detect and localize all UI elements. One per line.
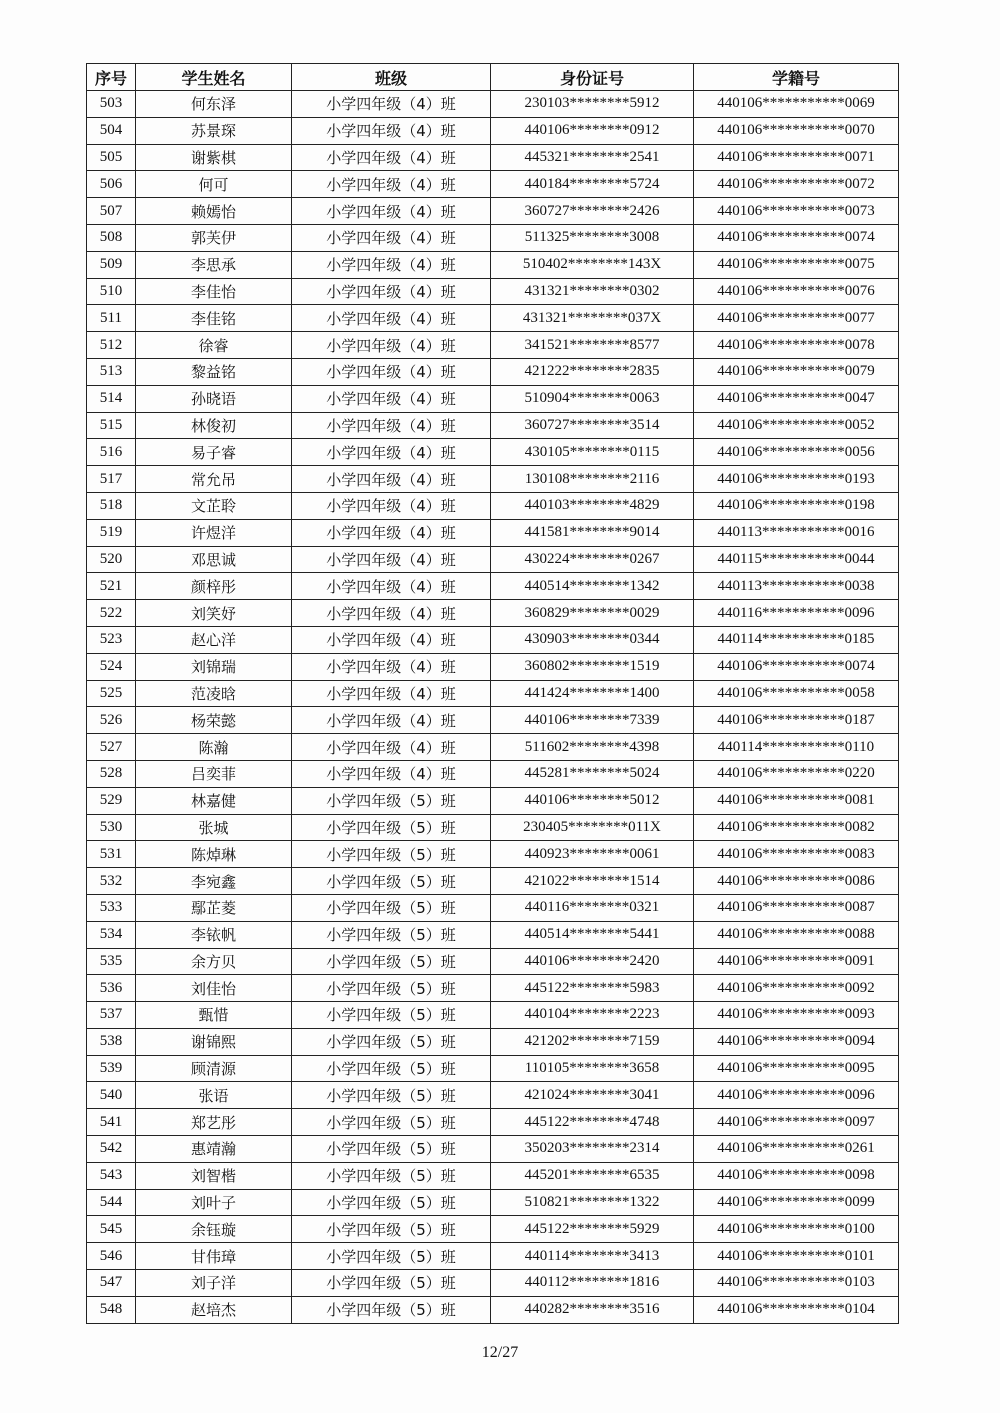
cell-id-number: 440116********0321 <box>491 894 694 921</box>
cell-seq: 505 <box>87 144 136 171</box>
cell-seq: 509 <box>87 251 136 278</box>
cell-id-number: 360727********2426 <box>491 198 694 225</box>
cell-class: 小学四年级（4）班 <box>292 278 491 305</box>
cell-student-name: 林俊初 <box>136 412 292 439</box>
cell-seq: 536 <box>87 975 136 1002</box>
cell-registration-number: 440106***********0086 <box>694 868 899 895</box>
cell-id-number: 445122********5929 <box>491 1216 694 1243</box>
cell-registration-number: 440106***********0193 <box>694 466 899 493</box>
cell-student-name: 李佳铭 <box>136 305 292 332</box>
table-row <box>87 1109 899 1136</box>
table-row <box>87 251 899 278</box>
cell-registration-number: 440106***********0083 <box>694 841 899 868</box>
cell-student-name: 吕奕菲 <box>136 760 292 787</box>
table-row <box>87 1055 899 1082</box>
cell-class: 小学四年级（4）班 <box>292 358 491 385</box>
cell-class: 小学四年级（4）班 <box>292 760 491 787</box>
cell-class: 小学四年级（4）班 <box>292 171 491 198</box>
cell-id-number: 230103********5912 <box>491 91 694 118</box>
cell-seq: 514 <box>87 385 136 412</box>
cell-id-number: 440114********3413 <box>491 1243 694 1270</box>
cell-id-number: 510821********1322 <box>491 1189 694 1216</box>
table-row <box>87 1162 899 1189</box>
cell-registration-number: 440106***********0104 <box>694 1296 899 1323</box>
cell-seq: 523 <box>87 626 136 653</box>
cell-registration-number: 440106***********0078 <box>694 332 899 359</box>
cell-registration-number: 440106***********0071 <box>694 144 899 171</box>
table-row <box>87 680 899 707</box>
cell-seq: 520 <box>87 546 136 573</box>
cell-registration-number: 440106***********0101 <box>694 1243 899 1270</box>
cell-seq: 544 <box>87 1189 136 1216</box>
table-row <box>87 278 899 305</box>
cell-student-name: 惠靖瀚 <box>136 1136 292 1163</box>
table-row <box>87 1002 899 1029</box>
table-row <box>87 948 899 975</box>
table-row <box>87 224 899 251</box>
cell-class: 小学四年级（5）班 <box>292 1162 491 1189</box>
table-row <box>87 466 899 493</box>
cell-class: 小学四年级（5）班 <box>292 868 491 895</box>
cell-class: 小学四年级（4）班 <box>292 224 491 251</box>
cell-student-name: 陈焯琳 <box>136 841 292 868</box>
table-row <box>87 1082 899 1109</box>
cell-class: 小学四年级（5）班 <box>292 1189 491 1216</box>
cell-seq: 522 <box>87 600 136 627</box>
cell-seq: 507 <box>87 198 136 225</box>
cell-seq: 518 <box>87 492 136 519</box>
cell-registration-number: 440113***********0038 <box>694 573 899 600</box>
cell-class: 小学四年级（5）班 <box>292 1002 491 1029</box>
table-header-row <box>87 64 899 91</box>
cell-id-number: 440514********5441 <box>491 921 694 948</box>
cell-id-number: 511602********4398 <box>491 734 694 761</box>
cell-class: 小学四年级（4）班 <box>292 251 491 278</box>
table-row <box>87 1136 899 1163</box>
cell-seq: 546 <box>87 1243 136 1270</box>
table-row <box>87 439 899 466</box>
cell-id-number: 430224********0267 <box>491 546 694 573</box>
cell-seq: 528 <box>87 760 136 787</box>
table-row <box>87 814 899 841</box>
cell-student-name: 许煜洋 <box>136 519 292 546</box>
table-row <box>87 412 899 439</box>
cell-class: 小学四年级（5）班 <box>292 1028 491 1055</box>
cell-student-name: 徐睿 <box>136 332 292 359</box>
cell-seq: 532 <box>87 868 136 895</box>
cell-student-name: 刘叶子 <box>136 1189 292 1216</box>
table-row <box>87 841 899 868</box>
cell-class: 小学四年级（4）班 <box>292 198 491 225</box>
cell-id-number: 440282********3516 <box>491 1296 694 1323</box>
cell-student-name: 刘智楷 <box>136 1162 292 1189</box>
cell-class: 小学四年级（4）班 <box>292 492 491 519</box>
table-row <box>87 385 899 412</box>
table-row <box>87 653 899 680</box>
table-row <box>87 921 899 948</box>
cell-student-name: 林嘉健 <box>136 787 292 814</box>
cell-student-name: 郑艺彤 <box>136 1109 292 1136</box>
cell-id-number: 440106********0912 <box>491 117 694 144</box>
cell-class: 小学四年级（5）班 <box>292 921 491 948</box>
cell-seq: 542 <box>87 1136 136 1163</box>
cell-student-name: 陈瀚 <box>136 734 292 761</box>
cell-class: 小学四年级（4）班 <box>292 573 491 600</box>
cell-class: 小学四年级（4）班 <box>292 546 491 573</box>
table-row <box>87 332 899 359</box>
table-row <box>87 144 899 171</box>
cell-registration-number: 440115***********0044 <box>694 546 899 573</box>
cell-student-name: 赖嫣怡 <box>136 198 292 225</box>
cell-student-name: 张城 <box>136 814 292 841</box>
cell-id-number: 421022********1514 <box>491 868 694 895</box>
cell-registration-number: 440106***********0079 <box>694 358 899 385</box>
cell-seq: 510 <box>87 278 136 305</box>
cell-student-name: 李思承 <box>136 251 292 278</box>
cell-seq: 512 <box>87 332 136 359</box>
cell-registration-number: 440106***********0097 <box>694 1109 899 1136</box>
cell-student-name: 刘锦瑞 <box>136 653 292 680</box>
header-id-number: 身份证号 <box>491 64 694 91</box>
cell-id-number: 445122********4748 <box>491 1109 694 1136</box>
cell-seq: 506 <box>87 171 136 198</box>
cell-registration-number: 440106***********0069 <box>694 91 899 118</box>
cell-class: 小学四年级（4）班 <box>292 305 491 332</box>
cell-id-number: 360802********1519 <box>491 653 694 680</box>
cell-class: 小学四年级（5）班 <box>292 1296 491 1323</box>
table-row <box>87 600 899 627</box>
cell-registration-number: 440106***********0093 <box>694 1002 899 1029</box>
cell-student-name: 邓思诚 <box>136 546 292 573</box>
cell-id-number: 440106********5012 <box>491 787 694 814</box>
cell-student-name: 谢锦熙 <box>136 1028 292 1055</box>
cell-seq: 538 <box>87 1028 136 1055</box>
cell-id-number: 440106********2420 <box>491 948 694 975</box>
cell-id-number: 440106********7339 <box>491 707 694 734</box>
cell-seq: 513 <box>87 358 136 385</box>
cell-id-number: 360727********3514 <box>491 412 694 439</box>
header-student-name: 学生姓名 <box>136 64 292 91</box>
cell-class: 小学四年级（5）班 <box>292 1243 491 1270</box>
cell-registration-number: 440113***********0016 <box>694 519 899 546</box>
cell-student-name: 赵心洋 <box>136 626 292 653</box>
cell-student-name: 孙晓语 <box>136 385 292 412</box>
cell-class: 小学四年级（5）班 <box>292 1082 491 1109</box>
cell-student-name: 杨荣懿 <box>136 707 292 734</box>
cell-registration-number: 440106***********0099 <box>694 1189 899 1216</box>
cell-seq: 511 <box>87 305 136 332</box>
cell-id-number: 430105********0115 <box>491 439 694 466</box>
cell-seq: 531 <box>87 841 136 868</box>
cell-class: 小学四年级（5）班 <box>292 814 491 841</box>
cell-id-number: 441424********1400 <box>491 680 694 707</box>
cell-id-number: 445201********6535 <box>491 1162 694 1189</box>
table-row <box>87 1243 899 1270</box>
cell-seq: 547 <box>87 1270 136 1297</box>
table-row <box>87 573 899 600</box>
cell-student-name: 范凌晗 <box>136 680 292 707</box>
cell-id-number: 341521********8577 <box>491 332 694 359</box>
cell-seq: 515 <box>87 412 136 439</box>
cell-registration-number: 440106***********0081 <box>694 787 899 814</box>
cell-student-name: 何东泽 <box>136 91 292 118</box>
cell-registration-number: 440106***********0052 <box>694 412 899 439</box>
cell-seq: 535 <box>87 948 136 975</box>
table-row <box>87 519 899 546</box>
cell-class: 小学四年级（4）班 <box>292 332 491 359</box>
header-seq: 序号 <box>87 64 136 91</box>
cell-id-number: 510402********143X <box>491 251 694 278</box>
table-row <box>87 305 899 332</box>
cell-registration-number: 440106***********0087 <box>694 894 899 921</box>
table-row <box>87 1296 899 1323</box>
cell-registration-number: 440106***********0098 <box>694 1162 899 1189</box>
cell-registration-number: 440106***********0075 <box>694 251 899 278</box>
cell-class: 小学四年级（5）班 <box>292 1109 491 1136</box>
cell-registration-number: 440106***********0073 <box>694 198 899 225</box>
cell-registration-number: 440106***********0100 <box>694 1216 899 1243</box>
cell-class: 小学四年级（4）班 <box>292 412 491 439</box>
cell-id-number: 440103********4829 <box>491 492 694 519</box>
cell-seq: 530 <box>87 814 136 841</box>
cell-student-name: 赵培杰 <box>136 1296 292 1323</box>
table-row <box>87 1270 899 1297</box>
cell-class: 小学四年级（4）班 <box>292 144 491 171</box>
cell-registration-number: 440116***********0096 <box>694 600 899 627</box>
cell-class: 小学四年级（4）班 <box>292 439 491 466</box>
cell-id-number: 511325********3008 <box>491 224 694 251</box>
cell-class: 小学四年级（5）班 <box>292 787 491 814</box>
cell-id-number: 130108********2116 <box>491 466 694 493</box>
cell-id-number: 440112********1816 <box>491 1270 694 1297</box>
header-class: 班级 <box>292 64 491 91</box>
cell-student-name: 苏景琛 <box>136 117 292 144</box>
table-row <box>87 894 899 921</box>
cell-seq: 527 <box>87 734 136 761</box>
cell-seq: 503 <box>87 91 136 118</box>
cell-student-name: 李宛鑫 <box>136 868 292 895</box>
cell-seq: 533 <box>87 894 136 921</box>
cell-registration-number: 440106***********0092 <box>694 975 899 1002</box>
cell-id-number: 421222********2835 <box>491 358 694 385</box>
cell-student-name: 顾清源 <box>136 1055 292 1082</box>
cell-student-name: 文芷聆 <box>136 492 292 519</box>
cell-student-name: 鄢芷菱 <box>136 894 292 921</box>
table-row <box>87 734 899 761</box>
cell-seq: 545 <box>87 1216 136 1243</box>
cell-class: 小学四年级（4）班 <box>292 734 491 761</box>
cell-class: 小学四年级（4）班 <box>292 707 491 734</box>
cell-class: 小学四年级（5）班 <box>292 1055 491 1082</box>
cell-seq: 540 <box>87 1082 136 1109</box>
cell-student-name: 易子睿 <box>136 439 292 466</box>
cell-id-number: 445321********2541 <box>491 144 694 171</box>
table-row <box>87 868 899 895</box>
cell-class: 小学四年级（4）班 <box>292 466 491 493</box>
table-row <box>87 975 899 1002</box>
cell-seq: 516 <box>87 439 136 466</box>
cell-seq: 534 <box>87 921 136 948</box>
cell-registration-number: 440106***********0074 <box>694 224 899 251</box>
cell-registration-number: 440114***********0185 <box>694 626 899 653</box>
cell-registration-number: 440106***********0056 <box>694 439 899 466</box>
cell-id-number: 110105********3658 <box>491 1055 694 1082</box>
cell-class: 小学四年级（4）班 <box>292 519 491 546</box>
cell-registration-number: 440106***********0076 <box>694 278 899 305</box>
cell-registration-number: 440106***********0077 <box>694 305 899 332</box>
cell-student-name: 刘子洋 <box>136 1270 292 1297</box>
cell-seq: 519 <box>87 519 136 546</box>
cell-seq: 541 <box>87 1109 136 1136</box>
cell-id-number: 441581********9014 <box>491 519 694 546</box>
table-row <box>87 198 899 225</box>
cell-seq: 526 <box>87 707 136 734</box>
cell-registration-number: 440106***********0096 <box>694 1082 899 1109</box>
cell-seq: 508 <box>87 224 136 251</box>
cell-id-number: 431321********037X <box>491 305 694 332</box>
cell-seq: 543 <box>87 1162 136 1189</box>
table-row <box>87 171 899 198</box>
cell-student-name: 余钰璇 <box>136 1216 292 1243</box>
cell-id-number: 360829********0029 <box>491 600 694 627</box>
cell-registration-number: 440106***********0094 <box>694 1028 899 1055</box>
header-registration-number: 学籍号 <box>694 64 899 91</box>
cell-student-name: 常允吊 <box>136 466 292 493</box>
cell-class: 小学四年级（5）班 <box>292 894 491 921</box>
cell-registration-number: 440106***********0058 <box>694 680 899 707</box>
cell-registration-number: 440106***********0047 <box>694 385 899 412</box>
cell-id-number: 421024********3041 <box>491 1082 694 1109</box>
cell-class: 小学四年级（4）班 <box>292 385 491 412</box>
table-row <box>87 1028 899 1055</box>
cell-student-name: 颜梓彤 <box>136 573 292 600</box>
cell-id-number: 430903********0344 <box>491 626 694 653</box>
cell-student-name: 张语 <box>136 1082 292 1109</box>
cell-student-name: 郭芙伊 <box>136 224 292 251</box>
cell-id-number: 510904********0063 <box>491 385 694 412</box>
cell-registration-number: 440106***********0082 <box>694 814 899 841</box>
cell-registration-number: 440106***********0187 <box>694 707 899 734</box>
cell-registration-number: 440106***********0091 <box>694 948 899 975</box>
cell-class: 小学四年级（4）班 <box>292 626 491 653</box>
table-row <box>87 1216 899 1243</box>
cell-seq: 537 <box>87 1002 136 1029</box>
cell-class: 小学四年级（5）班 <box>292 1270 491 1297</box>
cell-class: 小学四年级（4）班 <box>292 653 491 680</box>
cell-class: 小学四年级（5）班 <box>292 841 491 868</box>
cell-seq: 521 <box>87 573 136 600</box>
cell-seq: 517 <box>87 466 136 493</box>
table-row <box>87 546 899 573</box>
cell-registration-number: 440114***********0110 <box>694 734 899 761</box>
table-row <box>87 91 899 118</box>
table-row <box>87 358 899 385</box>
table-row <box>87 760 899 787</box>
cell-seq: 525 <box>87 680 136 707</box>
cell-registration-number: 440106***********0220 <box>694 760 899 787</box>
cell-class: 小学四年级（5）班 <box>292 975 491 1002</box>
cell-id-number: 440923********0061 <box>491 841 694 868</box>
cell-seq: 524 <box>87 653 136 680</box>
table-row <box>87 626 899 653</box>
cell-id-number: 440514********1342 <box>491 573 694 600</box>
cell-registration-number: 440106***********0070 <box>694 117 899 144</box>
cell-class: 小学四年级（5）班 <box>292 948 491 975</box>
cell-registration-number: 440106***********0072 <box>694 171 899 198</box>
cell-id-number: 440184********5724 <box>491 171 694 198</box>
cell-seq: 504 <box>87 117 136 144</box>
cell-id-number: 445281********5024 <box>491 760 694 787</box>
cell-id-number: 230405********011X <box>491 814 694 841</box>
cell-student-name: 李铱帆 <box>136 921 292 948</box>
cell-class: 小学四年级（4）班 <box>292 680 491 707</box>
cell-id-number: 440104********2223 <box>491 1002 694 1029</box>
cell-registration-number: 440106***********0261 <box>694 1136 899 1163</box>
cell-id-number: 350203********2314 <box>491 1136 694 1163</box>
cell-student-name: 李佳怡 <box>136 278 292 305</box>
cell-class: 小学四年级（4）班 <box>292 600 491 627</box>
table-row <box>87 707 899 734</box>
table-row <box>87 117 899 144</box>
cell-registration-number: 440106***********0074 <box>694 653 899 680</box>
student-table <box>86 63 899 1324</box>
cell-registration-number: 440106***********0088 <box>694 921 899 948</box>
page-number: 12/27 <box>481 1344 519 1361</box>
cell-class: 小学四年级（4）班 <box>292 91 491 118</box>
cell-student-name: 甘伟璋 <box>136 1243 292 1270</box>
cell-student-name: 黎益铭 <box>136 358 292 385</box>
cell-class: 小学四年级（5）班 <box>292 1216 491 1243</box>
cell-student-name: 何可 <box>136 171 292 198</box>
cell-id-number: 445122********5983 <box>491 975 694 1002</box>
cell-registration-number: 440106***********0198 <box>694 492 899 519</box>
cell-id-number: 421202********7159 <box>491 1028 694 1055</box>
cell-student-name: 甄惜 <box>136 1002 292 1029</box>
cell-seq: 529 <box>87 787 136 814</box>
cell-seq: 548 <box>87 1296 136 1323</box>
cell-student-name: 余方贝 <box>136 948 292 975</box>
table-row <box>87 492 899 519</box>
cell-class: 小学四年级（5）班 <box>292 1136 491 1163</box>
table-row <box>87 1189 899 1216</box>
table-row <box>87 787 899 814</box>
cell-student-name: 谢紫棋 <box>136 144 292 171</box>
cell-id-number: 431321********0302 <box>491 278 694 305</box>
cell-class: 小学四年级（4）班 <box>292 117 491 144</box>
cell-registration-number: 440106***********0103 <box>694 1270 899 1297</box>
cell-student-name: 刘佳怡 <box>136 975 292 1002</box>
cell-student-name: 刘笑妤 <box>136 600 292 627</box>
cell-seq: 539 <box>87 1055 136 1082</box>
table-body <box>87 91 899 1324</box>
cell-registration-number: 440106***********0095 <box>694 1055 899 1082</box>
